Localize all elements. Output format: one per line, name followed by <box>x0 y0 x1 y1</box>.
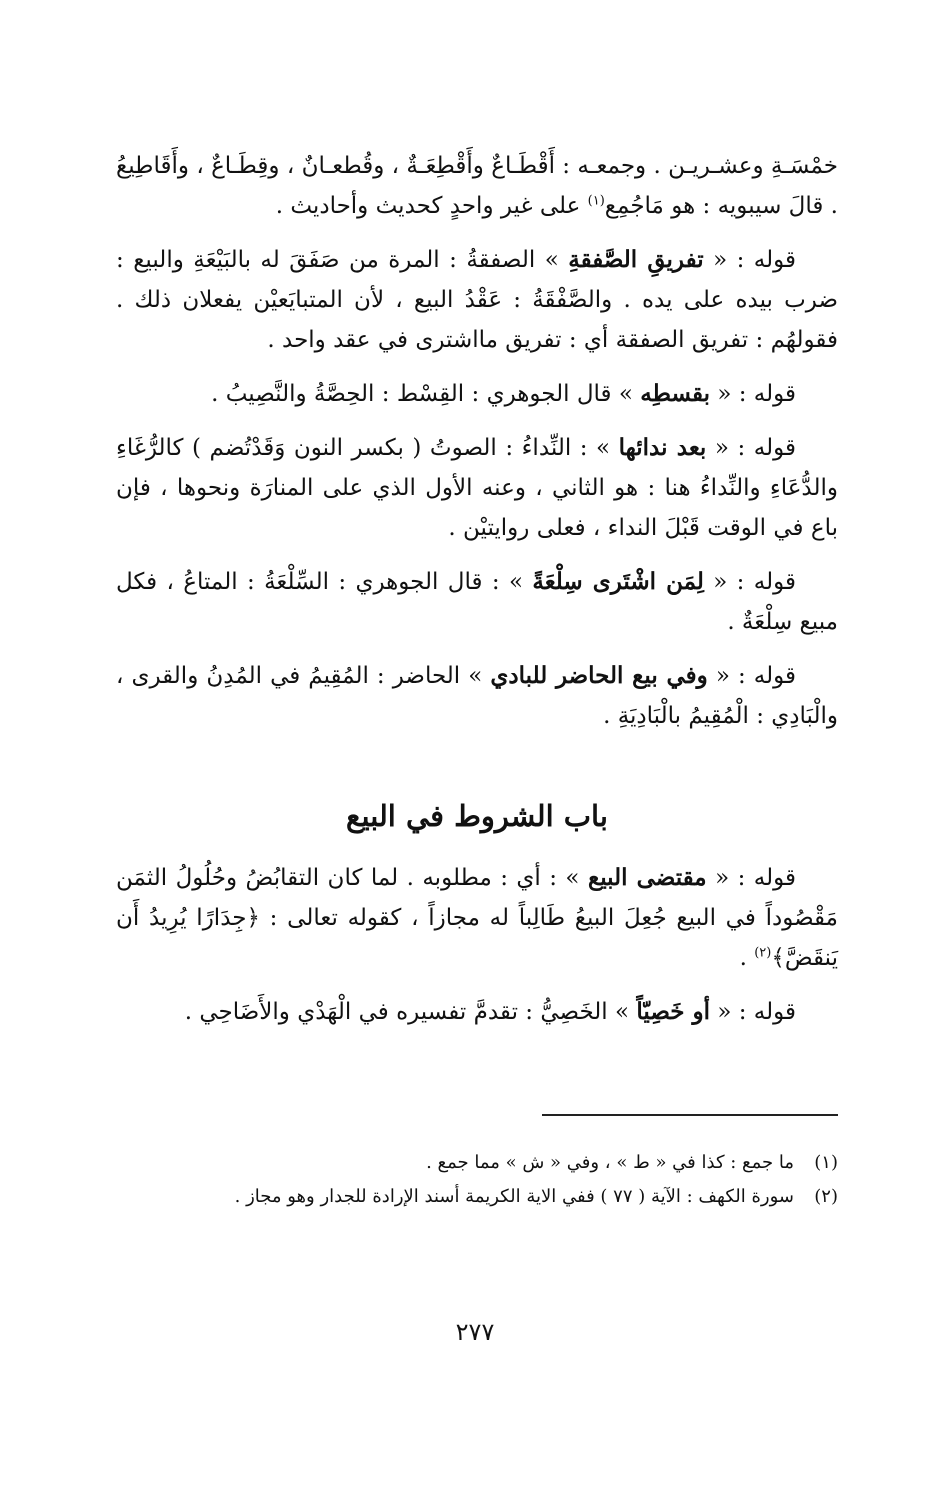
paragraph-text: . <box>739 945 755 971</box>
paragraph-p7 <box>116 858 838 978</box>
paragraph-text: قوله : « <box>703 247 796 273</box>
paragraph-p1 <box>116 146 838 226</box>
paragraph-text: » الحاضر : المُقِيمُ في المُدِنُ والقرى ، والْبَادِي : الْمُقِيمُ بالْبَادِيَةِ . <box>116 663 838 729</box>
main-text <box>116 146 838 1046</box>
keyword-term: تفريقِ الصَّفقةِ <box>568 246 704 273</box>
paragraph-p2 <box>116 240 838 360</box>
paragraph-text: قوله : « <box>706 435 796 461</box>
footnotes <box>116 1148 838 1216</box>
paragraph-text: » الصفقةُ : المرة من صَفَقَ له بالبَيْعَةِ والبيع : ضرب بيده على يده . والصَّفْقَةُ : عَقْدُ البيع ، لأن المتبايَعيْن يفعلان ذلك . فقولهُم : تفريق الصفقة أي : تفريق مااشترى في عقد واحد . <box>116 247 838 353</box>
paragraph-text: » : النِّداءُ : الصوتُ ( بكسر النون وَقَدْتُضم ) كالرُّغَاءِ والدُّعَاءِ والنِّداءُ هنا : هو الثاني ، وعنه الأول الذي على المنارَة ونحوها ، فإن باع في الوقت قَبْلَ النداء ، فعلى روايتيْن . <box>116 435 838 541</box>
footnote-number: (١) <box>814 1152 838 1173</box>
paragraph-p4 <box>116 428 838 548</box>
paragraph-text: على غير واحدٍ كحديث وأحاديث . <box>275 193 588 219</box>
paragraph-text: خمْسَـةِ وعشـريـن . وجمعـه : أَقْطَـاعٌ وأَقْطِعَـةٌ ، وقُطعـانٌ ، وقِطَـاعٌ ، وأَقَاطِيعُ . قالَ سيبويه : هو مَاجُمِع <box>116 153 838 219</box>
paragraph-p6 <box>116 656 838 736</box>
keyword-term: لِمَن اشْتَرى سِلْعَةً <box>532 568 704 595</box>
footnote <box>116 1182 838 1212</box>
paragraph-text: قوله : « <box>710 999 796 1025</box>
paragraph-text: قوله : « <box>706 865 796 891</box>
paragraph-text: » قال الجوهري : القِسْط : الحِصَّةُ والنَّصِيبُ . <box>211 381 641 407</box>
paragraph-p8 <box>116 992 838 1032</box>
paragraph-text: » : قال الجوهري : السِّلْعَةُ : المتاعُ ، فكل مبيع سِلْعَةٌ . <box>116 569 838 635</box>
footnote-reference: (١) <box>587 193 605 209</box>
section-heading: باب الشروط في البيع <box>346 799 608 833</box>
footnote-separator <box>542 1114 838 1116</box>
footnote-reference: (٢) <box>754 945 772 961</box>
paragraphs-after-heading <box>116 858 838 1032</box>
footnote-text: ما جمع : كذا في « ط » ، وفي « ش » مما جمع . <box>426 1152 794 1173</box>
footnote-text: سورة الكهف : الآية ( ٧٧ ) ففي الاية الكريمة أسند الإرادة للجدار وهو مجاز . <box>234 1186 794 1207</box>
keyword-term: بعد ندائها <box>618 434 707 461</box>
footnote-number: (٢) <box>814 1186 838 1207</box>
paragraph-text: قوله : « <box>703 569 797 595</box>
footnote <box>116 1148 838 1178</box>
keyword-term: مقتضى البيع <box>587 864 707 891</box>
paragraph-p3 <box>116 374 838 414</box>
paragraph-text: قوله : « <box>707 663 796 689</box>
paragraph-text: » : أي : مطلوبه . لما كان التقابُضُ وحُلُولُ الثمَن مَقْصُوداً في البيع جُعِلَ البيعُ طَالِباً له مجازاً ، كقوله تعالى : ﴿جِدَارًا يُرِيدُ أَن يَنقَضَّ﴾ <box>116 865 838 971</box>
keyword-term: بقسطِه <box>640 380 711 407</box>
page-number: ٢٧٧ <box>455 1318 495 1346</box>
paragraphs-before-heading <box>116 146 838 736</box>
paragraph-p5 <box>116 562 838 642</box>
keyword-term: أو خَصِيّاً <box>636 998 711 1025</box>
paragraph-text: قوله : « <box>710 381 796 407</box>
keyword-term: وفي بيع الحاضر للبادي <box>490 662 708 689</box>
paragraph-text: » الخَصِيُّ : تقدمَّ تفسيره في الْهَدْي والأَضَاحِي . <box>184 999 637 1025</box>
